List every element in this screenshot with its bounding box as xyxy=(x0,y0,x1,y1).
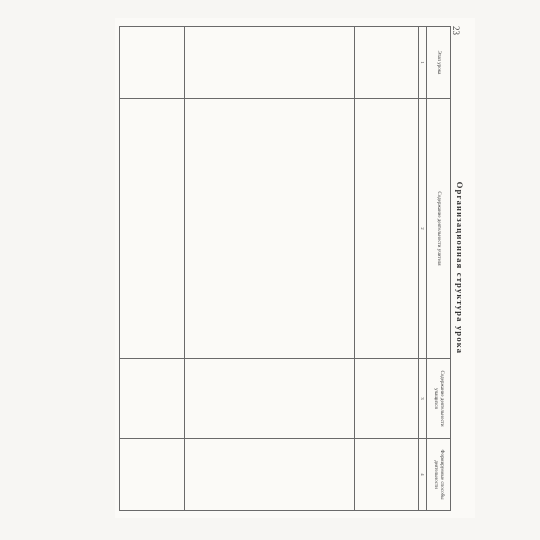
table-cell xyxy=(120,359,185,439)
column-number: 2 xyxy=(419,99,427,359)
table-cell xyxy=(355,27,419,99)
table-row xyxy=(120,27,185,511)
table-cell xyxy=(120,439,185,511)
column-header: Формируемые способы деятельности xyxy=(427,439,451,511)
table-cell xyxy=(120,99,185,359)
table-header-row xyxy=(427,27,451,511)
table-cell xyxy=(355,439,419,511)
table-cell xyxy=(185,359,355,439)
column-header: Этап урока xyxy=(427,27,451,99)
document-title: Организационная структура урока xyxy=(455,181,465,355)
table-row xyxy=(185,27,355,511)
table-cell xyxy=(185,27,355,99)
lesson-structure-table xyxy=(119,26,451,511)
column-header: Содержание деятельности учителя xyxy=(427,99,451,359)
column-number-row xyxy=(419,27,427,511)
table-cell xyxy=(185,439,355,511)
column-number: 3 xyxy=(419,359,427,439)
table-cell xyxy=(355,359,419,439)
table-cell xyxy=(185,99,355,359)
column-header: Содержание деятельности учащихся xyxy=(427,359,451,439)
page-number: 23 xyxy=(451,26,461,35)
table-cell xyxy=(120,27,185,99)
column-number: 4 xyxy=(419,439,427,511)
table-row xyxy=(355,27,419,511)
table-cell xyxy=(355,99,419,359)
document-page xyxy=(115,18,475,518)
column-number: 1 xyxy=(419,27,427,99)
